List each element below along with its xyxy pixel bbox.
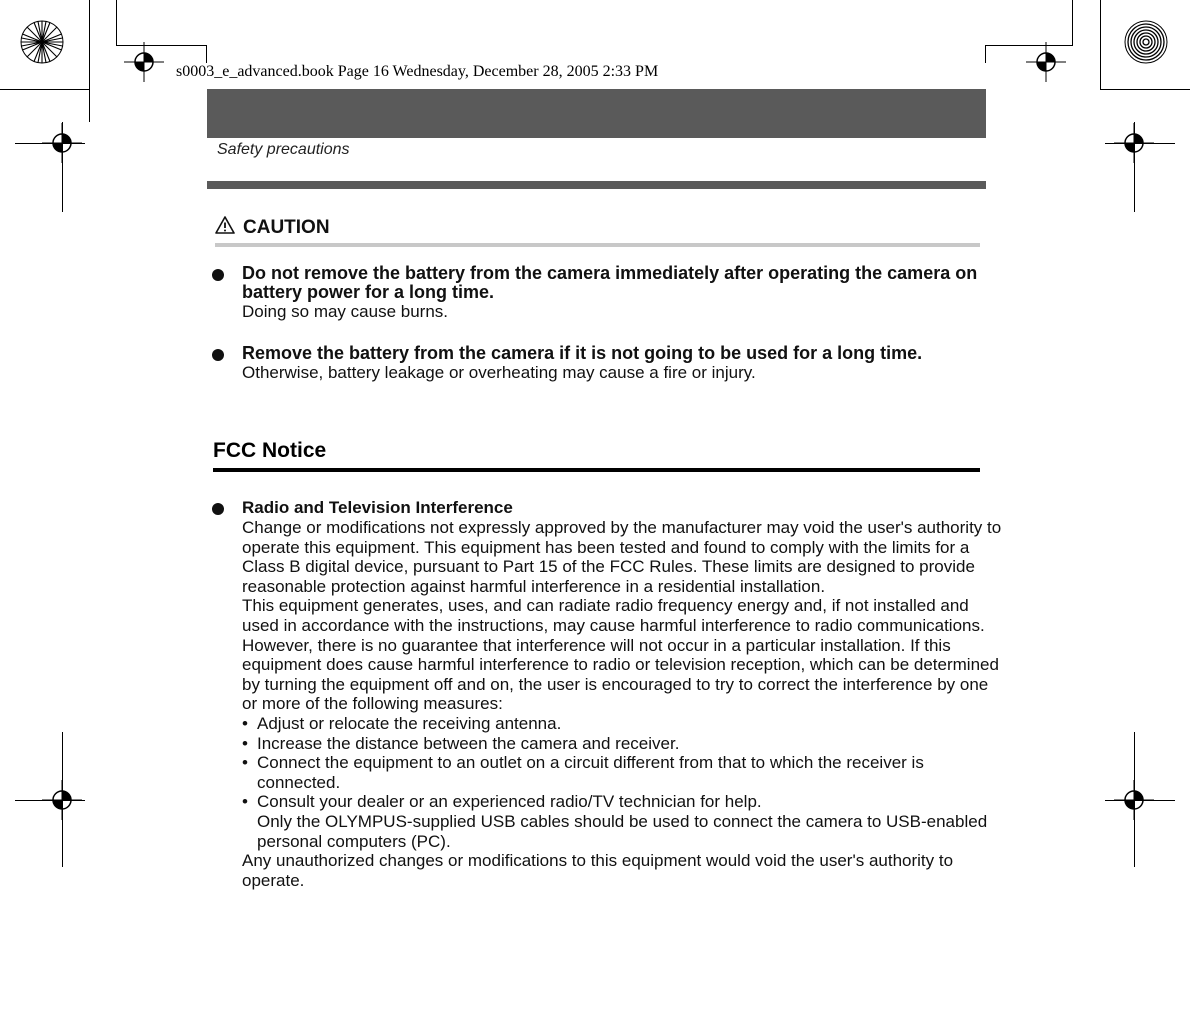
caution-rule (215, 243, 980, 247)
crop-mark (206, 45, 207, 63)
fcc-notice-body (212, 498, 1002, 890)
caution-item-heading: Remove the battery from the camera if it is not going to be used for a long time. (242, 343, 923, 363)
caution-item (212, 264, 992, 322)
list-item: • Consult your dealer or an experienced radio/TV technician for help. (242, 792, 1002, 812)
crop-mark (116, 0, 117, 45)
bullet-dot-icon (212, 269, 224, 281)
caution-label: CAUTION (243, 217, 330, 238)
crop-mark (1100, 0, 1101, 89)
registration-mark (124, 42, 164, 82)
list-item: • Connect the equipment to an outlet on a circuit different from that to which the receiver is connected. (242, 753, 1002, 792)
list-item: • Increase the distance between the camera and receiver. (242, 734, 1002, 754)
fcc-usb-note: Only the OLYMPUS-supplied USB cables should be used to connect the camera to USB-enabled personal computers (PC). (257, 811, 988, 851)
bullet-dot-icon (212, 503, 224, 515)
fcc-paragraph: Change or modifications not expressly approved by the manufacturer may void the user's authority to operate this equipment. This equipment has been tested and found to comply with the limits for a Class B digital device, pursuant to Part 15 of the FCC Rules. These limits are designed to provide reasonable protection against harmful interference in a residential installation. (242, 518, 1002, 596)
crop-mark (89, 0, 90, 89)
fcc-subheading: Radio and Television Interference (242, 498, 513, 517)
caution-item-heading: Do not remove the battery from the camera immediately after operating the camera on battery power for a long time. (242, 263, 978, 302)
caution-item-note: Doing so may cause burns. (242, 302, 448, 321)
warning-triangle-icon (215, 216, 235, 240)
sunburst-registration-mark (20, 20, 64, 64)
crop-mark (1100, 89, 1190, 90)
registration-mark (42, 123, 82, 163)
bullet-dot-icon (212, 349, 224, 361)
fcc-paragraph: However, there is no guarantee that interference will not occur in a particular installation. If this equipment does cause harmful interference to radio or television reception, which can be determined by turning the equipment off and on, the user is encouraged to try to correct the interference by one or more of the following measures: (242, 635, 999, 714)
fcc-notice-heading: FCC Notice (213, 439, 327, 462)
registration-mark (1114, 123, 1154, 163)
header-rule (207, 181, 986, 189)
section-title: Safety precautions (217, 141, 350, 158)
header-band (207, 89, 986, 138)
caution-heading (215, 216, 330, 240)
print-slug-line: s0003_e_advanced.book Page 16 Wednesday, December 28, 2005 2:33 PM (176, 63, 659, 80)
registration-mark (1114, 780, 1154, 820)
crop-mark (0, 89, 89, 90)
registration-mark (42, 780, 82, 820)
caution-item (212, 344, 992, 383)
fcc-paragraph: This equipment generates, uses, and can radiate radio frequency energy and, if not installed and used in accordance with the instructions, may cause harmful interference to radio communications. (242, 596, 985, 635)
crop-mark (89, 89, 90, 122)
registration-mark (1026, 42, 1066, 82)
crop-mark (1072, 0, 1073, 45)
crop-mark (985, 45, 986, 63)
fcc-notice-rule (213, 468, 980, 472)
fcc-closing-paragraph: Any unauthorized changes or modifications to this equipment would void the user's authority to operate. (242, 851, 954, 890)
caution-item-note: Otherwise, battery leakage or overheating may cause a fire or injury. (242, 363, 756, 382)
fcc-measures-list (242, 714, 1002, 812)
concentric-registration-mark (1124, 20, 1168, 64)
list-item: • Adjust or relocate the receiving antenna. (242, 714, 1002, 734)
